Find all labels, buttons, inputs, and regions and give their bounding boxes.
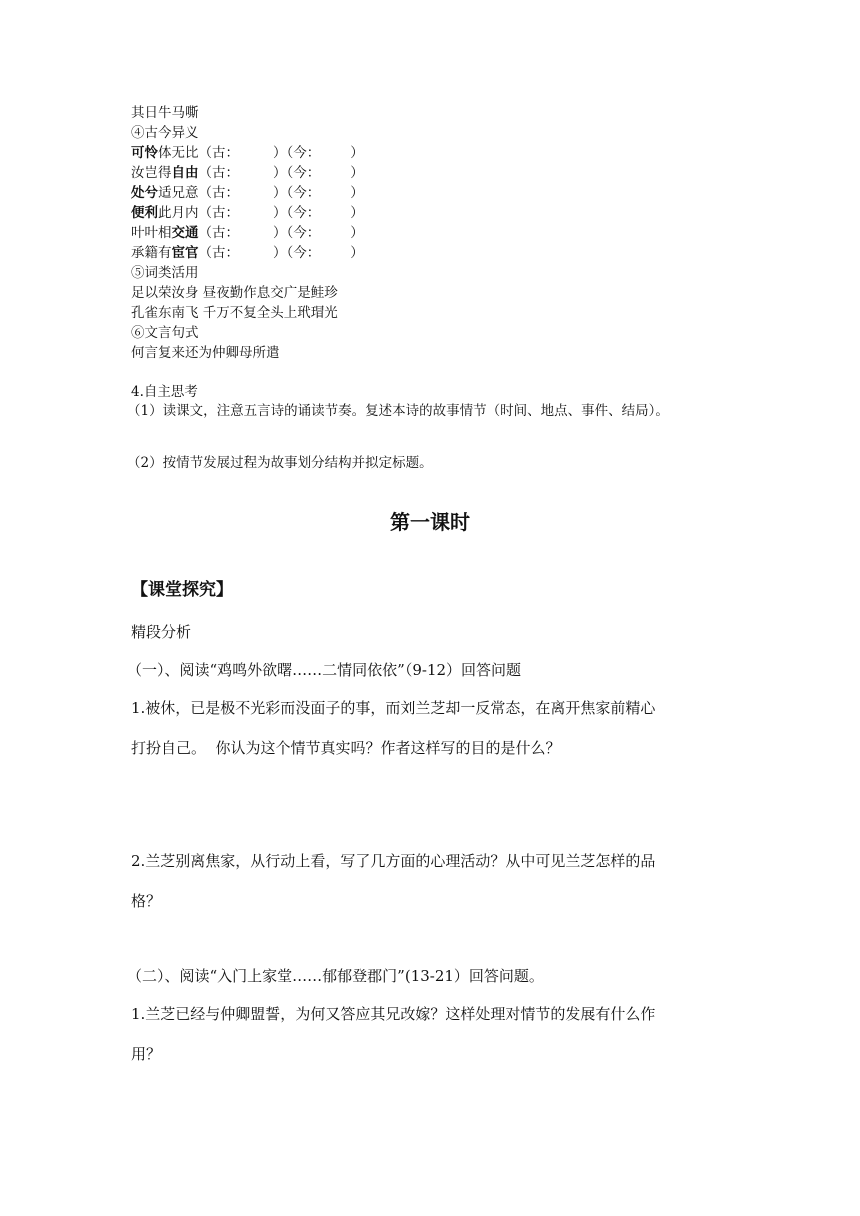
jin-label: ）（今： [273, 185, 321, 201]
gujin-keyword: 处兮 [131, 185, 158, 201]
part1-question-1-cont: 打扮自己。 你认为这个情节真实吗？作者这样写的目的是什么？ [131, 739, 561, 757]
part1-heading: （一）、阅读“鸡鸣外欲曙……二情同依依”（9-12）回答问题 [127, 661, 522, 679]
gu-label: （古： [198, 185, 239, 201]
jin-label: ）（今： [273, 225, 321, 241]
gujin-keyword: 自由 [171, 165, 199, 181]
cilei-heading: ⑤词类活用 [131, 265, 199, 281]
gujin-item [131, 224, 364, 242]
jingduan-label: 精段分析 [131, 623, 192, 641]
gu-label: （古： [198, 165, 239, 181]
close-paren: ） [350, 205, 364, 221]
juishi-heading: ⑥文言句式 [131, 325, 199, 341]
gujin-keyword: 可怜 [131, 145, 158, 161]
gujin-keyword: 宦官 [171, 245, 199, 261]
part1-question-2-cont: 格？ [131, 892, 162, 910]
gujin-text: 体无比 [158, 145, 199, 161]
close-paren: ） [350, 145, 364, 161]
gu-label: （古： [198, 145, 239, 161]
lesson-title: 第一课时 [390, 510, 470, 534]
gu-label: （古： [198, 245, 239, 261]
gujin-text: 承籍有 [131, 245, 172, 261]
close-paren: ） [350, 185, 364, 201]
gujin-text: 适兄意 [158, 185, 199, 201]
example-line: 其日牛马嘶 [131, 105, 199, 121]
cilei-line: 足以荣汝身 昼夜勤作息交广是鲑珍 [131, 285, 338, 301]
juishi-line: 何言复来还为仲卿母所遣 [131, 345, 280, 361]
zizhu-question-2: （2）按情节发展过程为故事划分结构并拟定标题。 [127, 455, 433, 471]
part2-heading: （二）、阅读“入门上家堂……郁郁登郡门”(13-21）回答问题。 [127, 967, 544, 985]
part2-question-1: 1.兰芝已经与仲卿盟誓，为何又答应其兄改嫁？这样处理对情节的发展有什么作 [131, 1005, 656, 1023]
jin-label: ）（今： [273, 205, 321, 221]
gujin-item [131, 204, 364, 222]
zizhu-heading: 4.自主思考 [131, 384, 198, 400]
zizhu-question-1: （1）读课文，注意五言诗的诵读节奏。复述本诗的故事情节（时间、地点、事件、结局）。 [127, 403, 669, 419]
close-paren: ） [350, 245, 364, 261]
gujin-heading: ④古今异义 [131, 125, 199, 141]
gujin-text: 汝岂得 [131, 165, 172, 181]
gujin-item [131, 244, 364, 262]
gujin-keyword: 便利 [131, 205, 158, 221]
cilei-line: 孔雀东南飞 千万不复全头上玳瑁光 [131, 305, 338, 321]
part1-question-1: 1.被休，已是极不光彩而没面子的事，而刘兰芝却一反常态，在离开焦家前精心 [131, 699, 656, 717]
gu-label: （古： [198, 205, 239, 221]
gujin-item [131, 164, 364, 182]
gujin-keyword: 交通 [171, 225, 199, 241]
close-paren: ） [350, 225, 364, 241]
gu-label: （古： [198, 225, 239, 241]
jin-label: ）（今： [273, 145, 321, 161]
gujin-item [131, 144, 364, 162]
gujin-item [131, 184, 364, 202]
section-title: 【课堂探究】 [131, 580, 233, 600]
jin-label: ）（今： [273, 245, 321, 261]
gujin-text: 此月内 [158, 205, 199, 221]
jin-label: ）（今： [273, 165, 321, 181]
close-paren: ） [350, 165, 364, 181]
part2-question-1-cont: 用？ [131, 1045, 162, 1063]
part1-question-2: 2.兰芝别离焦家，从行动上看，写了几方面的心理活动？从中可见兰芝怎样的品 [131, 852, 656, 870]
gujin-text: 叶叶相 [131, 225, 172, 241]
